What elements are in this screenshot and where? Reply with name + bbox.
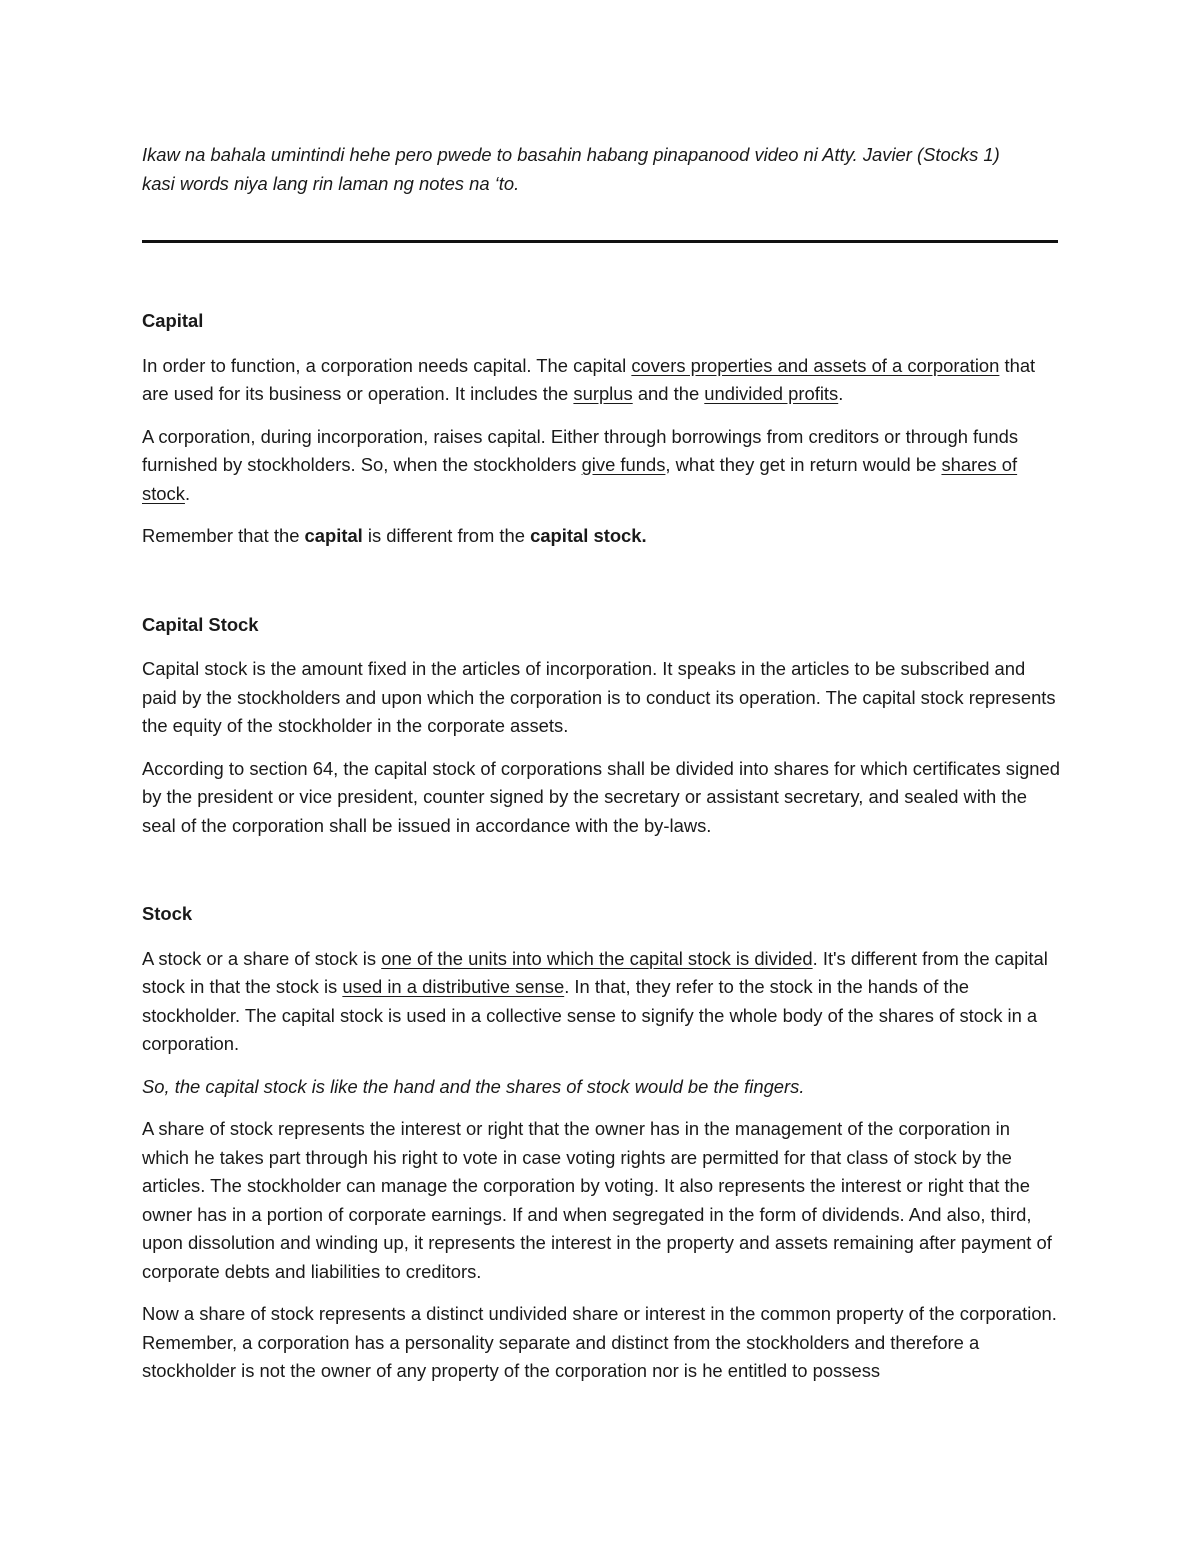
capital-stock-paragraph-2: According to section 64, the capital stock of corporations shall be divided into shares for which certificates signed by the president or vice president, counter signed by the secretary or assistant secretary, and sealed with the seal of the corporation shall be issued in accordance with the by-laws. — [142, 757, 1060, 836]
document-page — [142, 141, 1060, 1386]
capital-paragraph-1: In order to function, a corporation needs capital. The capital covers properties and assets of a corporation that are used for its business or operation. It includes the surplus and the undivided profits. — [142, 354, 1036, 404]
capital-paragraph-2: A corporation, during incorporation, raises capital. Either through borrowings from creditors or through funds furnished by stockholders. So, when the stockholders give funds, what they get in return would be shares of stock. — [142, 425, 1019, 504]
stock-paragraph-4: Now a share of stock represents a distinct undivided share or interest in the common property of the corporation. Remember, a corporation has a personality separate and distinct from the stockholders and therefore a stockholder is not the owner of any property of the corporation nor is he entitled to possess — [142, 1303, 1057, 1381]
stock-paragraph-1: A stock or a share of stock is one of the units into which the capital stock is divided. It's different from the capital stock in that the stock is used in a distributive sense. In that, they refer to the stock in the hands of the stockholder. The capital stock is used in a collective sense to signify the whole body of the shares of stock in a corporation. — [142, 947, 1048, 1054]
heading-capital-stock: Capital Stock — [142, 613, 259, 635]
intro-line-1: Ikaw na bahala umintindi hehe pero pwede to basahin habang pinapanood video ni Atty. Javier (Stocks 1) — [142, 144, 1000, 165]
underlined-text: used in a distributive sense — [342, 976, 565, 997]
underlined-text: give funds — [581, 454, 666, 475]
underlined-text: surplus — [573, 383, 633, 404]
underlined-text: covers properties and assets of a corporation — [631, 354, 1000, 376]
underlined-text: one of the units into which the capital stock is divided — [381, 947, 813, 969]
stock-paragraph-2: So, the capital stock is like the hand and the shares of stock would be the fingers. — [142, 1075, 805, 1097]
underlined-text: shares of stock — [142, 454, 1018, 504]
bold-text: capital — [304, 525, 363, 546]
heading-capital: Capital — [142, 310, 204, 331]
stock-paragraph-3: A share of stock represents the interest or right that the owner has in the management of the corporation in which he takes part through his right to vote in case voting rights are permitted for that class of stock by the articles. The stockholder can manage the corporation by voting. It also represents the interest or right that the owner has in a portion of corporate earnings. If and when segregated in the form of dividends. And also, third, upon dissolution and winding up, it represents the interest in the property and assets remaining after payment of corporate debts and liabilities to creditors. — [142, 1118, 1052, 1282]
horizontal-divider — [142, 240, 1058, 243]
capital-paragraph-3: Remember that the capital is different from the capital stock. — [142, 525, 647, 546]
underlined-text: undivided profits — [704, 383, 839, 404]
capital-stock-paragraph-1: Capital stock is the amount fixed in the articles of incorporation. It speaks in the articles to be subscribed and paid by the stockholders and upon which the corporation is to conduct its operation. The capital stock represents the equity of the stockholder in the corporate assets. — [142, 658, 1056, 736]
intro-line-2: kasi words niya lang rin laman ng notes na ‘to. — [142, 172, 520, 194]
intro-note — [142, 141, 1060, 198]
bold-text: capital stock. — [530, 525, 647, 546]
heading-stock: Stock — [142, 903, 193, 924]
